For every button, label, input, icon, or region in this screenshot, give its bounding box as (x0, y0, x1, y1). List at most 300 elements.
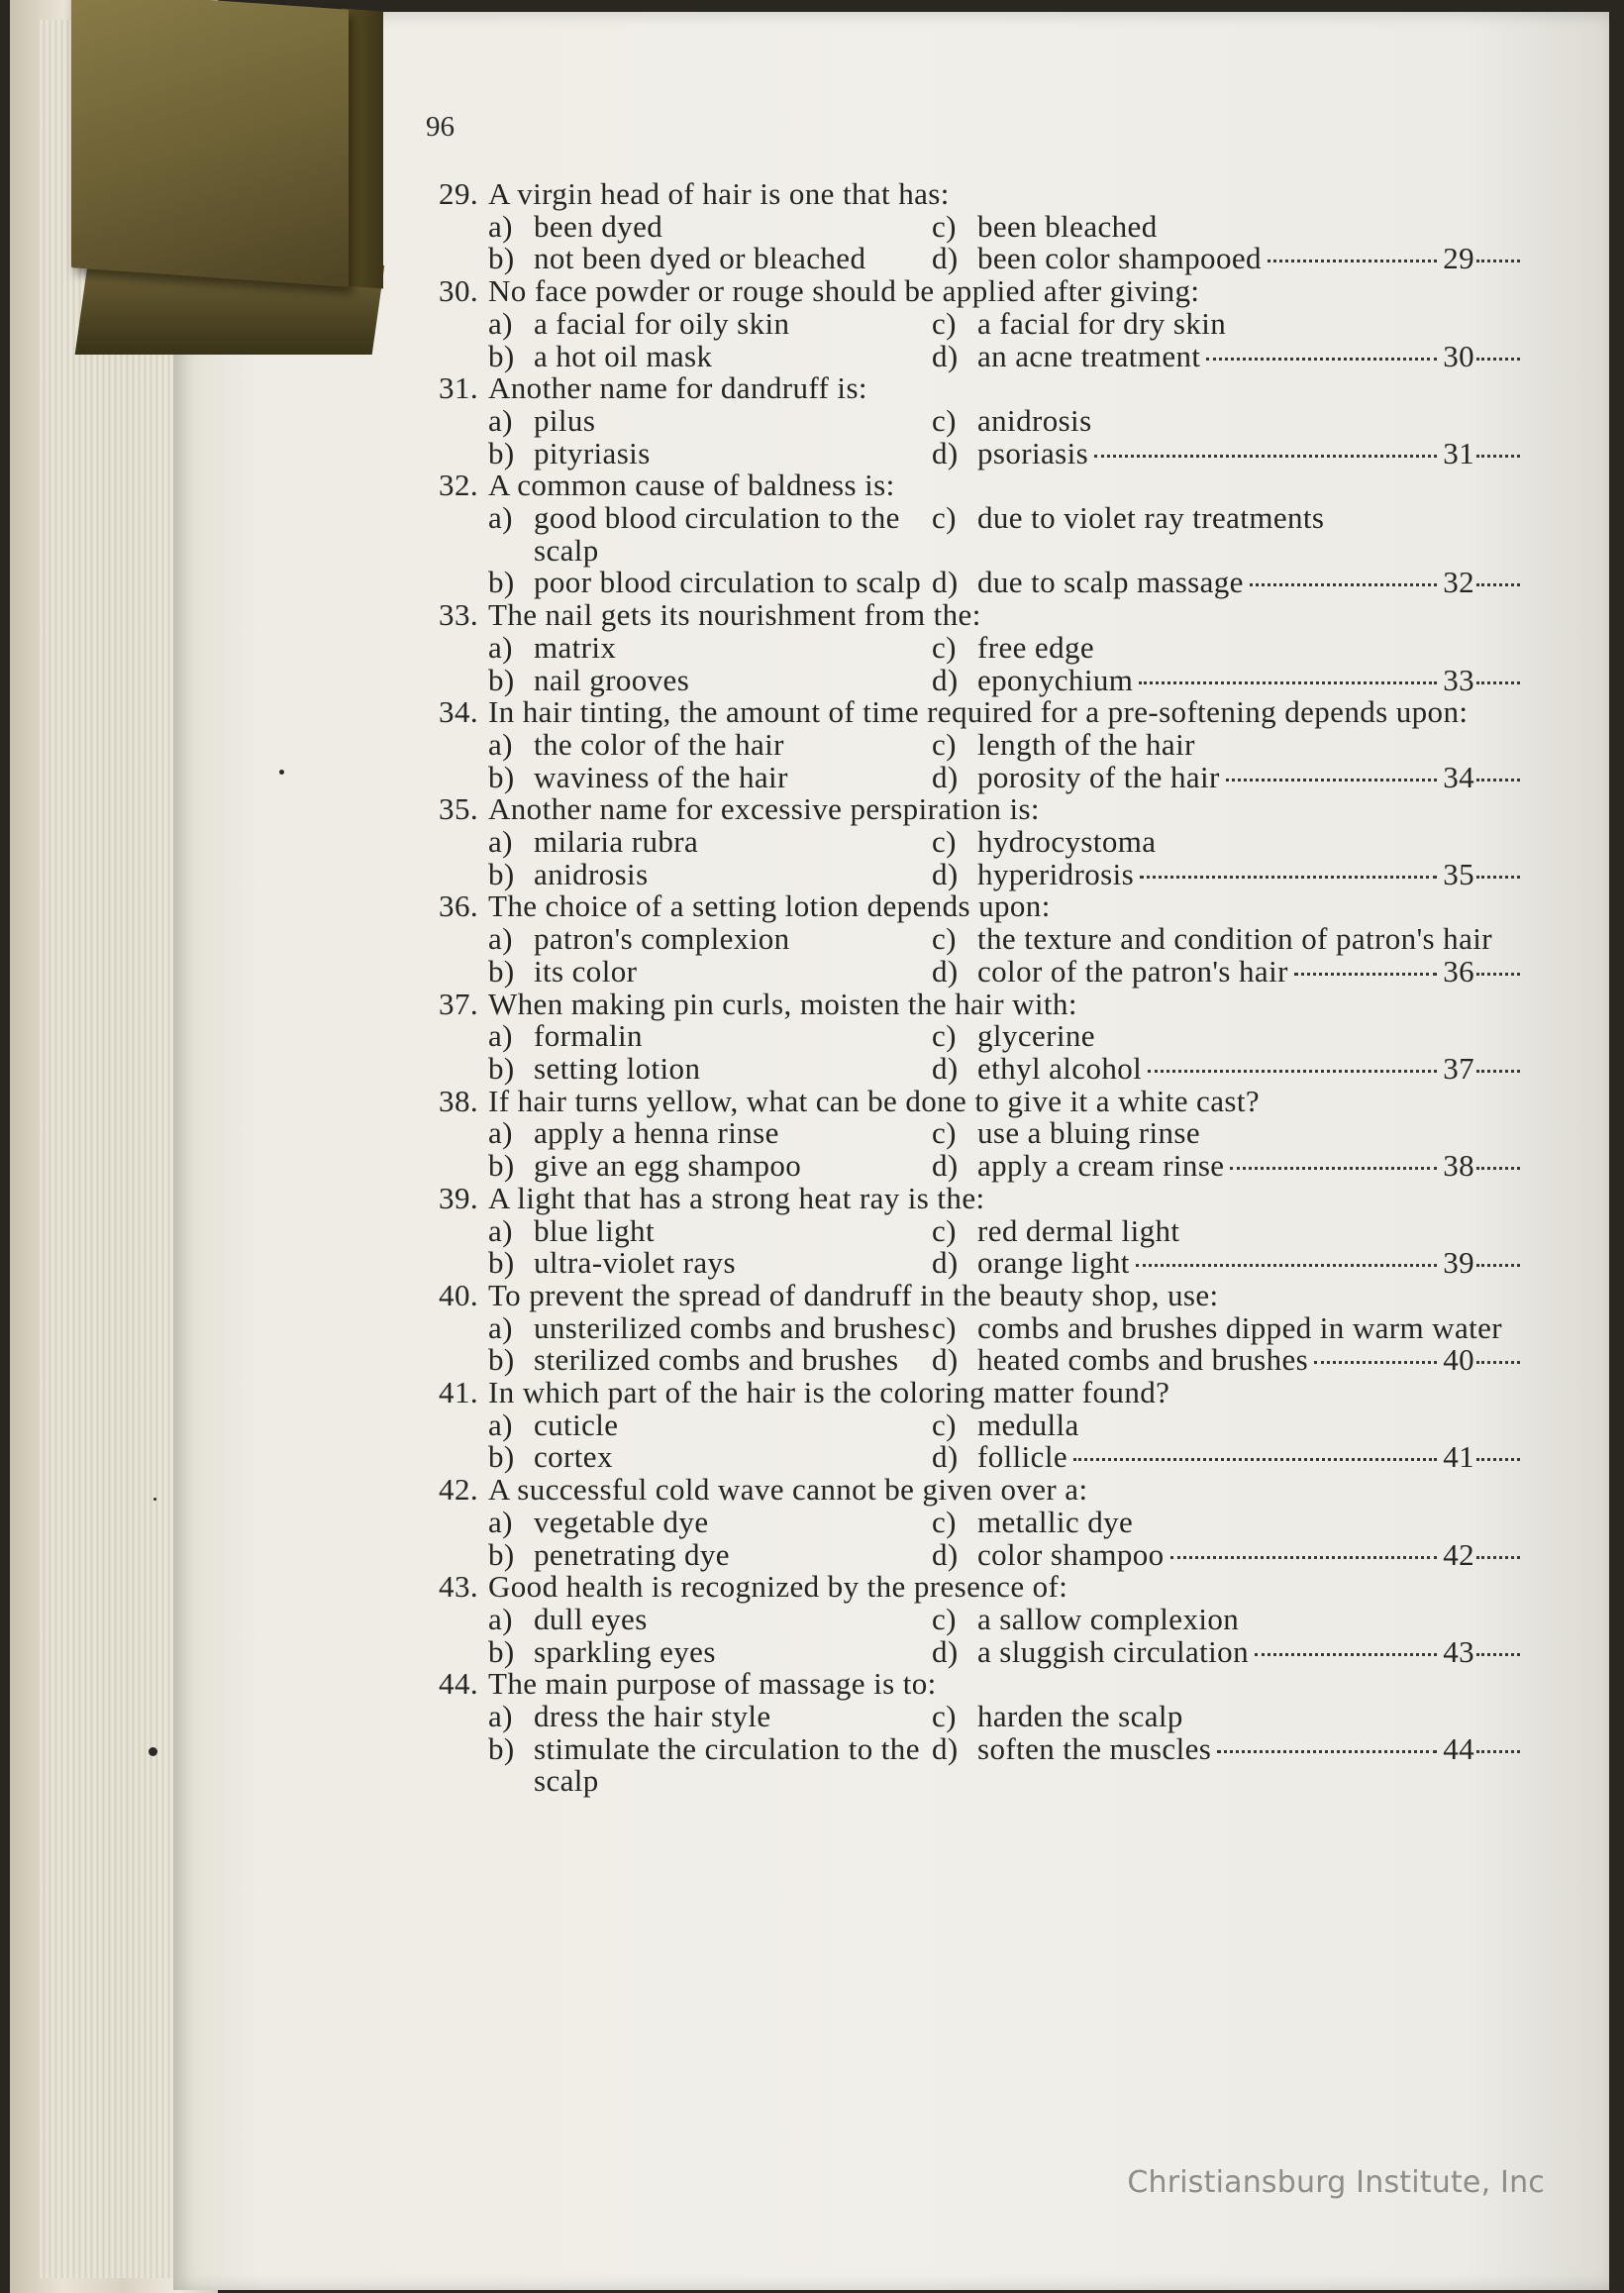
answer-blank[interactable] (1443, 567, 1520, 599)
option-b (488, 1730, 932, 1799)
answer-line (1476, 1361, 1520, 1364)
option-letter: b) (488, 435, 515, 470)
option-letter: c) (932, 629, 957, 665)
question-number: 34. (439, 694, 478, 730)
option-letter: d) (932, 435, 959, 470)
question-stem (421, 1083, 1520, 1118)
option-row (421, 1730, 1520, 1799)
option-b (488, 243, 932, 275)
quiz-question-list (421, 178, 1520, 1798)
option-b-text: pityriasis (534, 435, 651, 470)
option-letter: a) (488, 1504, 513, 1539)
option-a (488, 1601, 932, 1636)
leader-dots (1217, 1750, 1437, 1753)
option-a (488, 305, 932, 341)
answer-number: 43 (1443, 1633, 1474, 1669)
question-item (421, 469, 1520, 599)
option-letter: a) (488, 824, 513, 860)
option-a-text: milaria rubra (534, 824, 699, 860)
question-item (421, 1668, 1520, 1798)
question-item (421, 178, 1520, 275)
option-letter: b) (488, 1245, 515, 1281)
question-stem (421, 599, 1520, 632)
question-text: A virgin head of hair is one that has: (488, 176, 950, 211)
leader-dots (1314, 1361, 1437, 1364)
option-letter: a) (488, 500, 513, 536)
answer-blank[interactable] (1443, 953, 1520, 989)
answer-number: 38 (1443, 1148, 1474, 1184)
option-b-text: not been dyed or bleached (534, 241, 866, 276)
option-letter: c) (932, 1115, 957, 1151)
option-d-text: apply a cream rinse (977, 1148, 1225, 1184)
leader-dots (1268, 260, 1437, 262)
option-row (421, 1536, 1520, 1572)
option-d-line (977, 1633, 1520, 1669)
option-letter: c) (932, 1699, 957, 1734)
answer-line (1476, 455, 1520, 458)
option-d-text: a sluggish circulation (977, 1633, 1249, 1669)
option-b-text: stimulate the circulation to the scalp (534, 1730, 920, 1799)
answer-number: 31 (1443, 435, 1474, 470)
answer-blank[interactable] (1443, 435, 1520, 470)
answer-line (1476, 1653, 1520, 1656)
option-d-line (977, 1441, 1520, 1474)
option-c (932, 629, 1520, 665)
question-item (421, 1277, 1520, 1378)
option-letter: a) (488, 1407, 513, 1442)
answer-line (1476, 779, 1520, 782)
option-letter: a) (488, 1018, 513, 1054)
option-b (488, 1344, 932, 1377)
option-letter: a) (488, 921, 513, 957)
option-c-text: been bleached (977, 208, 1158, 244)
option-letter: d) (932, 1148, 959, 1184)
option-letter: a) (488, 1699, 513, 1734)
option-row (421, 1344, 1520, 1377)
option-letter: c) (932, 824, 957, 860)
leader-dots (1206, 358, 1437, 361)
option-c (932, 826, 1520, 859)
question-number: 30. (439, 273, 478, 309)
option-c-text: free edge (977, 629, 1095, 665)
option-row (421, 305, 1520, 341)
option-b-text: give an egg shampoo (534, 1148, 802, 1184)
option-row (421, 243, 1520, 275)
leader-dots (1148, 1070, 1437, 1073)
option-letter: b) (488, 662, 515, 697)
answer-blank[interactable] (1443, 1150, 1520, 1183)
option-c-text: red dermal light (977, 1212, 1180, 1248)
option-c-text: use a bluing rinse (977, 1115, 1201, 1151)
option-d (932, 1536, 1520, 1572)
option-letter: a) (488, 1601, 513, 1636)
option-b (488, 1441, 932, 1474)
tab-marker (71, 0, 349, 287)
answer-blank[interactable] (1443, 1441, 1520, 1474)
option-b-text: nail grooves (534, 662, 690, 697)
question-number: 42. (439, 1472, 478, 1508)
answer-number: 40 (1443, 1342, 1474, 1378)
option-a-text: blue light (534, 1212, 655, 1248)
option-row (421, 1050, 1520, 1086)
option-letter: c) (932, 726, 957, 762)
answer-line (1476, 973, 1520, 976)
answer-number: 37 (1443, 1050, 1474, 1086)
option-row (421, 1409, 1520, 1442)
option-letter: d) (932, 338, 959, 373)
option-row (421, 629, 1520, 665)
option-row (421, 208, 1520, 244)
option-letter: a) (488, 305, 513, 341)
option-b (488, 856, 932, 891)
option-letter: d) (932, 1536, 959, 1572)
option-letter: b) (488, 1730, 515, 1766)
leader-dots (1139, 681, 1437, 684)
option-letter: c) (932, 1504, 957, 1539)
option-c (932, 726, 1520, 762)
option-b-text: setting lotion (534, 1050, 701, 1086)
option-row (421, 1504, 1520, 1539)
question-item (421, 696, 1520, 793)
answer-blank[interactable] (1443, 243, 1520, 275)
option-c-text: medulla (977, 1407, 1079, 1442)
answer-blank[interactable] (1443, 338, 1520, 373)
option-b (488, 1536, 932, 1572)
option-a-text: been dyed (534, 208, 663, 244)
option-letter: a) (488, 726, 513, 762)
option-row (421, 726, 1520, 762)
option-b (488, 953, 932, 989)
option-c (932, 305, 1520, 341)
option-b-text: its color (534, 953, 638, 989)
option-b (488, 1050, 932, 1086)
option-c-text: metallic dye (977, 1504, 1134, 1539)
option-c (932, 1504, 1520, 1539)
option-d (932, 1247, 1520, 1280)
option-letter: d) (932, 241, 959, 276)
option-a (488, 402, 932, 438)
option-letter: b) (488, 1439, 515, 1475)
option-letter: c) (932, 305, 957, 341)
option-a-text: dull eyes (534, 1601, 648, 1636)
answer-blank[interactable] (1443, 1344, 1520, 1377)
answer-number: 39 (1443, 1245, 1474, 1281)
option-d (932, 856, 1520, 891)
leader-dots (1136, 1264, 1437, 1267)
answer-blank[interactable] (1443, 856, 1520, 891)
option-d (932, 435, 1520, 470)
option-letter: a) (488, 1115, 513, 1151)
option-letter: c) (932, 208, 957, 244)
answer-blank[interactable] (1443, 1536, 1520, 1572)
option-a (488, 923, 932, 956)
question-item (421, 1377, 1520, 1474)
option-letter: a) (488, 208, 513, 244)
option-a (488, 208, 932, 244)
option-d (932, 567, 1520, 599)
option-letter: d) (932, 662, 959, 697)
option-c-text: glycerine (977, 1018, 1095, 1054)
leader-dots (1226, 779, 1437, 782)
option-b (488, 1247, 932, 1280)
question-item (421, 793, 1520, 890)
question-stem (421, 696, 1520, 729)
option-a-text: formalin (534, 1018, 643, 1054)
option-c (932, 502, 1520, 535)
option-c-text: the texture and condition of patron's hair (977, 921, 1492, 957)
option-d (932, 759, 1520, 794)
option-d-text: ethyl alcohol (977, 1050, 1143, 1086)
question-number: 38. (439, 1083, 478, 1118)
option-letter: d) (932, 1730, 959, 1766)
question-text: To prevent the spread of dandruff in the beauty shop, use: (488, 1277, 1219, 1312)
option-a (488, 726, 932, 762)
leader-dots (1094, 455, 1437, 458)
option-b (488, 662, 932, 697)
question-stem (421, 1474, 1520, 1507)
question-stem (421, 1180, 1520, 1215)
option-row (421, 759, 1520, 794)
option-letter: c) (932, 1407, 957, 1442)
option-letter: b) (488, 759, 515, 794)
answer-line (1476, 876, 1520, 879)
option-letter: b) (488, 338, 515, 373)
question-item (421, 275, 1520, 372)
answer-line (1476, 1750, 1520, 1753)
question-text: The nail gets its nourishment from the: (488, 597, 981, 633)
option-b-text: sparkling eyes (534, 1633, 716, 1669)
question-number: 43. (439, 1569, 478, 1605)
option-d-text: porosity of the hair (977, 759, 1220, 794)
option-a (488, 1701, 932, 1733)
answer-line (1476, 681, 1520, 684)
answer-line (1476, 260, 1520, 262)
option-row (421, 1247, 1520, 1280)
question-text: The choice of a setting lotion depends upon: (488, 888, 1051, 924)
option-letter: a) (488, 402, 513, 438)
option-c (932, 402, 1520, 438)
option-row (421, 923, 1520, 956)
option-b (488, 759, 932, 794)
ink-speck (149, 1747, 157, 1756)
leader-dots (1140, 876, 1437, 879)
option-d-line (977, 1050, 1520, 1086)
option-c-text: length of the hair (977, 726, 1195, 762)
option-d-text: color of the patron's hair (977, 953, 1288, 989)
question-item (421, 1180, 1520, 1281)
question-stem (421, 1377, 1520, 1409)
question-number: 37. (439, 986, 478, 1021)
question-number: 44. (439, 1666, 478, 1702)
answer-line (1476, 1458, 1520, 1461)
question-number: 40. (439, 1277, 478, 1312)
question-number: 35. (439, 791, 478, 827)
option-row (421, 1020, 1520, 1053)
question-number: 31. (439, 370, 478, 406)
leader-dots (1073, 1458, 1437, 1461)
answer-number: 35 (1443, 856, 1474, 891)
option-b-text: cortex (534, 1439, 613, 1475)
option-letter: d) (932, 1050, 959, 1086)
answer-line (1476, 1167, 1520, 1170)
question-number: 36. (439, 888, 478, 924)
option-row (421, 953, 1520, 989)
ink-speck (279, 770, 284, 775)
answer-blank[interactable] (1443, 1730, 1520, 1766)
option-a-text: patron's complexion (534, 921, 790, 957)
option-letter: b) (488, 565, 515, 600)
leader-dots (1294, 973, 1437, 976)
option-a-text: matrix (534, 629, 617, 665)
option-letter: a) (488, 1309, 513, 1345)
option-d-text: eponychium (977, 662, 1134, 697)
question-stem (421, 1668, 1520, 1701)
question-text: In which part of the hair is the coloring matter found? (488, 1375, 1170, 1410)
watermark: Christiansburg Institute, Inc (1127, 2165, 1545, 2200)
option-b (488, 338, 932, 373)
option-a-text: cuticle (534, 1407, 619, 1442)
page-number: 96 (426, 111, 455, 143)
option-letter: b) (488, 1050, 515, 1086)
option-d-text: an acne treatment (977, 338, 1201, 373)
option-c (932, 1212, 1520, 1248)
option-a (488, 1117, 932, 1150)
option-letter: a) (488, 629, 513, 665)
option-row (421, 1212, 1520, 1248)
option-d-line (977, 953, 1520, 989)
option-a-text: dress the hair style (534, 1699, 771, 1734)
option-letter: d) (932, 856, 959, 891)
leader-dots (1170, 1556, 1438, 1559)
option-c (932, 1117, 1520, 1150)
answer-line (1476, 1070, 1520, 1073)
option-b (488, 435, 932, 470)
option-c (932, 1309, 1520, 1345)
option-d-text: color shampoo (977, 1536, 1165, 1572)
option-row (421, 1309, 1520, 1345)
question-item (421, 1474, 1520, 1571)
question-stem (421, 986, 1520, 1021)
answer-number: 42 (1443, 1536, 1474, 1572)
question-stem (421, 890, 1520, 923)
option-a-text: the color of the hair (534, 726, 784, 762)
option-letter: b) (488, 856, 515, 891)
option-c-text: a sallow complexion (977, 1601, 1240, 1636)
question-stem (421, 178, 1520, 211)
option-b-text: penetrating dye (534, 1536, 730, 1572)
option-letter: a) (488, 1212, 513, 1248)
answer-number: 41 (1443, 1439, 1474, 1475)
option-b-text: ultra-violet rays (534, 1245, 736, 1281)
option-a (488, 629, 932, 665)
option-b-text: a hot oil mask (534, 338, 713, 373)
option-b-text: waviness of the hair (534, 759, 788, 794)
answer-line (1476, 1264, 1520, 1267)
question-text: A common cause of baldness is: (488, 468, 895, 503)
option-a-text: vegetable dye (534, 1504, 709, 1539)
option-a-text: unsterilized combs and brushes (534, 1309, 931, 1345)
answer-blank[interactable] (1443, 1633, 1520, 1669)
option-d-line (977, 1150, 1520, 1183)
option-c (932, 1701, 1520, 1733)
option-row (421, 826, 1520, 859)
option-letter: d) (932, 759, 959, 794)
option-c (932, 1601, 1520, 1636)
question-item (421, 372, 1520, 469)
option-row (421, 338, 1520, 373)
option-a (488, 1504, 932, 1539)
option-d-line (977, 856, 1520, 891)
question-stem (421, 275, 1520, 308)
option-c-text: anidrosis (977, 402, 1092, 438)
question-text: A light that has a strong heat ray is the: (488, 1180, 985, 1215)
option-c-text: due to violet ray treatments (977, 500, 1325, 536)
option-d-line (977, 1730, 1520, 1766)
option-d (932, 1150, 1520, 1183)
question-text: Another name for excessive perspiration is: (488, 791, 1040, 827)
answer-blank[interactable] (1443, 662, 1520, 697)
answer-number: 44 (1443, 1730, 1474, 1766)
question-number: 33. (439, 597, 478, 633)
option-row (421, 567, 1520, 599)
option-row (421, 1117, 1520, 1150)
question-text: No face powder or rouge should be applied after giving: (488, 273, 1200, 309)
option-a (488, 826, 932, 859)
answer-blank[interactable] (1443, 759, 1520, 794)
option-c (932, 923, 1520, 956)
option-d (932, 953, 1520, 989)
option-c-text: combs and brushes dipped in warm water (977, 1309, 1503, 1345)
option-a-text: pilus (534, 402, 596, 438)
option-d (932, 1050, 1520, 1086)
option-a (488, 502, 932, 567)
option-row (421, 402, 1520, 438)
option-d-line (977, 1536, 1520, 1572)
leader-dots (1250, 583, 1437, 586)
option-letter: c) (932, 1309, 957, 1345)
option-letter: b) (488, 241, 515, 276)
option-d (932, 1730, 1520, 1766)
option-d (932, 1441, 1520, 1474)
option-d-line (977, 759, 1520, 794)
answer-line (1476, 1556, 1520, 1559)
question-number: 39. (439, 1180, 478, 1215)
option-b (488, 567, 932, 599)
answer-blank[interactable] (1443, 1247, 1520, 1280)
option-letter: c) (932, 1601, 957, 1636)
answer-number: 36 (1443, 953, 1474, 989)
question-item (421, 599, 1520, 696)
option-row (421, 1441, 1520, 1474)
answer-blank[interactable] (1443, 1050, 1520, 1086)
question-text: In hair tinting, the amount of time required for a pre-softening depends upon: (488, 694, 1469, 730)
option-d-text: heated combs and brushes (977, 1342, 1309, 1378)
option-letter: c) (932, 1018, 957, 1054)
option-d (932, 1633, 1520, 1669)
option-row (421, 502, 1520, 567)
question-stem (421, 793, 1520, 826)
question-stem (421, 469, 1520, 502)
leader-dots (1255, 1653, 1437, 1656)
leader-dots (1230, 1167, 1437, 1170)
question-text: Good health is recognized by the presence of: (488, 1569, 1068, 1605)
option-row (421, 1701, 1520, 1733)
question-stem (421, 372, 1520, 405)
option-letter: d) (932, 953, 959, 989)
option-b-text: anidrosis (534, 856, 649, 891)
option-letter: c) (932, 500, 957, 536)
option-d-text: due to scalp massage (977, 565, 1244, 600)
